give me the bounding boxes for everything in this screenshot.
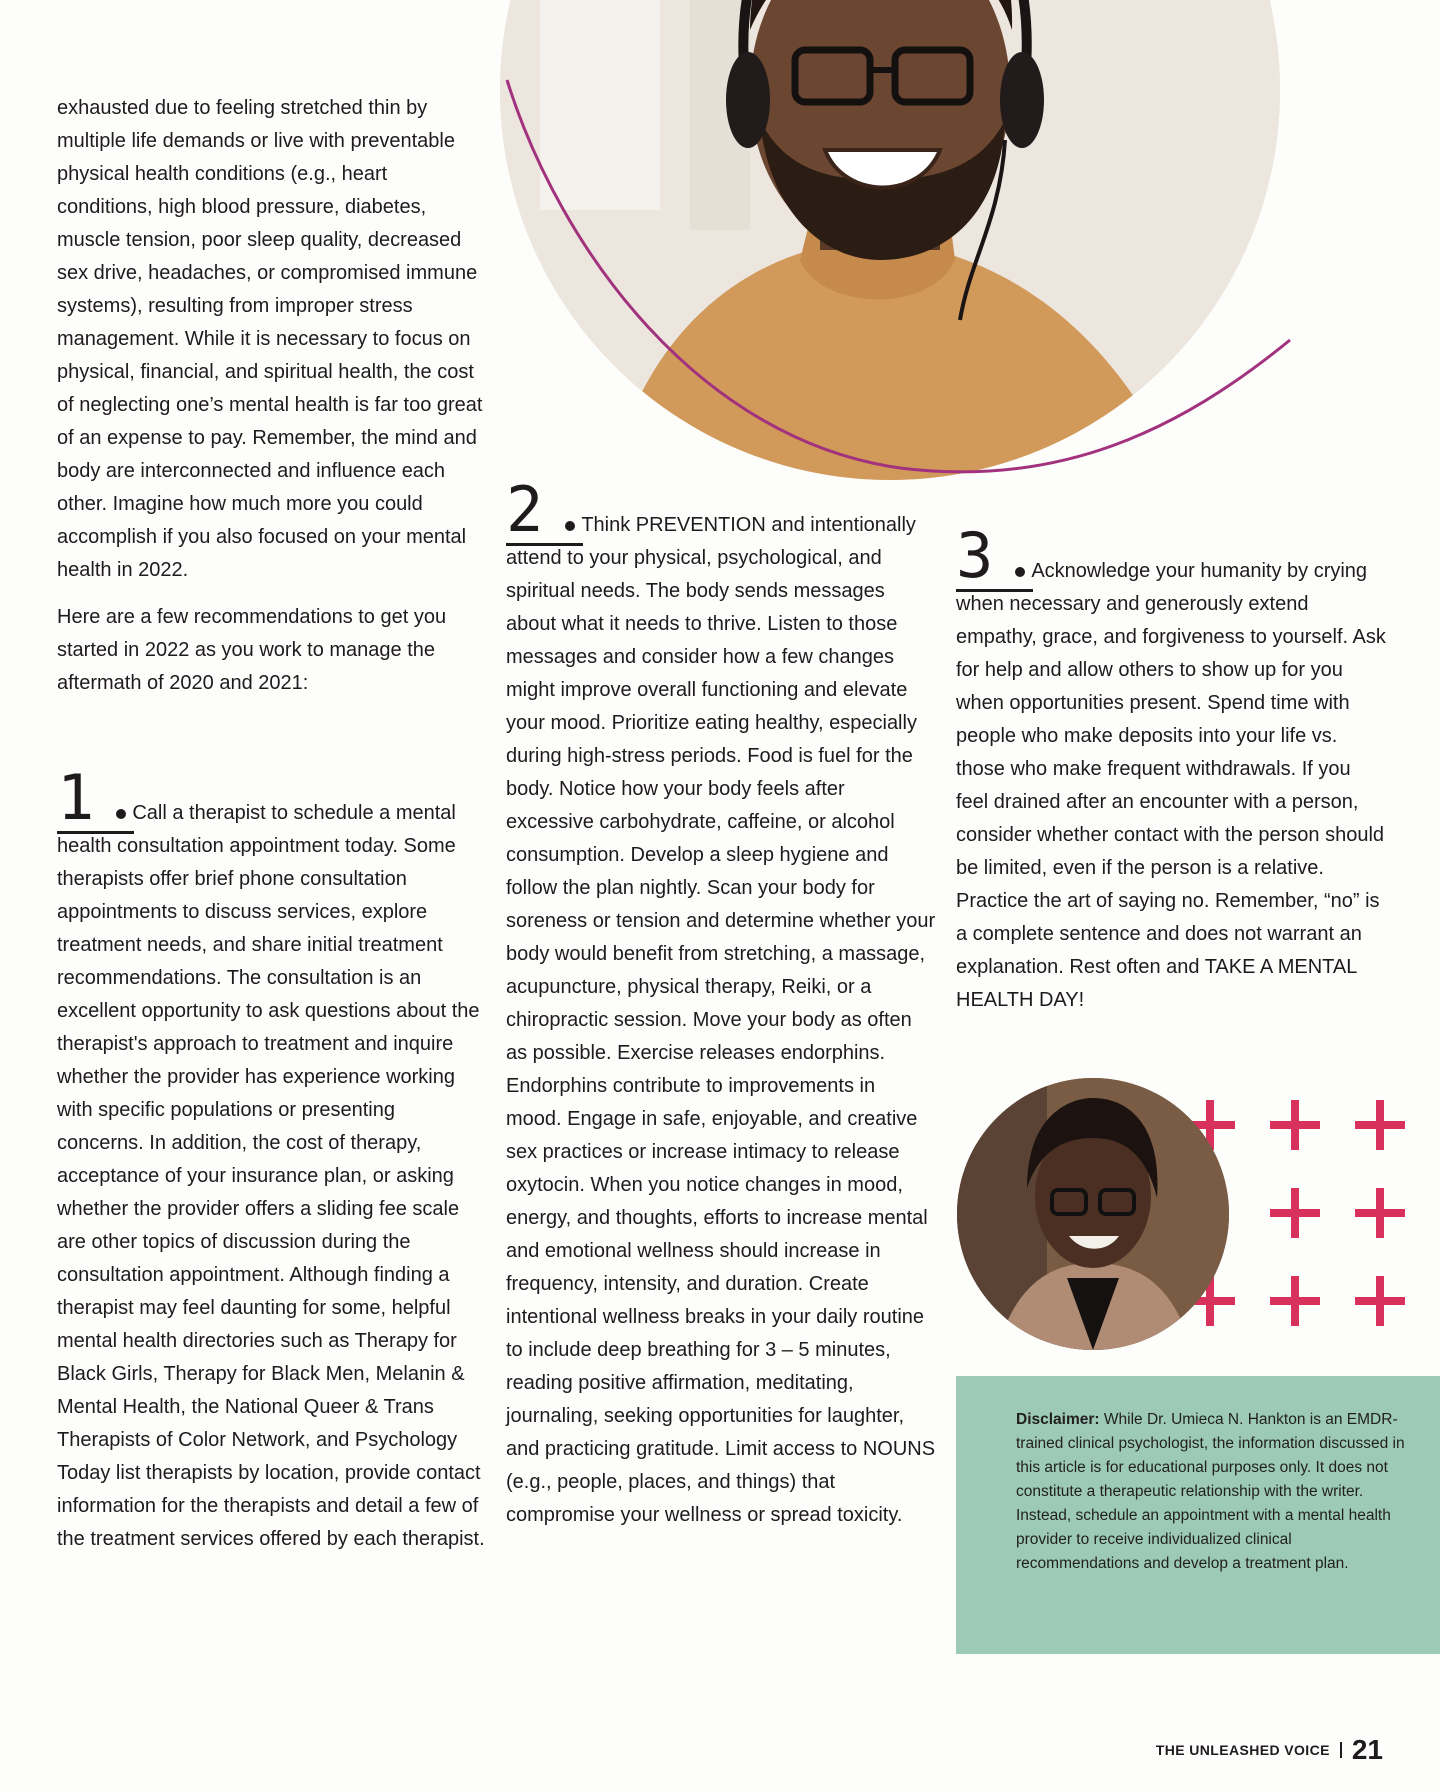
column-2 bbox=[506, 473, 936, 1532]
disclaimer-text: While Dr. Umieca N. Hankton is an EMDR-trained clinical psychologist, the information discussed in this article is for educational purposes only. It does not constitute a therapeutic relationship with the writer. Instead, schedule an appointment with a mental health provider to receive individualized clinical recommendations and develop a treatment plan. bbox=[1016, 1411, 1405, 1572]
recommendation-2-text: Think PREVENTION and intentionally attend to your physical, psychological, and spiritual needs. The body sends messages about what it needs to thrive. Listen to those messages and consider how a few changes might improve overall functioning and elevate your mood. Prioritize eating healthy, especially during high-stress periods. Food is fuel for the body. Notice how your body feels after excessive carbohydrate, caffeine, or alcohol consumption. Develop a sleep hygiene and follow the plan nightly. Scan your body for soreness or tension and determine whether your body would benefit from stretching, a massage, acupuncture, physical therapy, Reiki, or a chiropractic session. Move your body as often as possible. Exercise releases endorphins. Endorphins contribute to improvements in mood. Engage in safe, enjoyable, and creative sex practices or increase intimacy to release oxytocin. When you notice changes in mood, energy, and thoughts, efforts to increase mental and emotional wellness should increase in frequency, intensity, and duration. Create intentional wellness breaks in your daily routine to include deep breathing for 3 – 5 minutes, reading positive affirmation, meditating, journaling, seeking opportunities for laughter, and practicing gratitude. Limit access to NOUNS (e.g., people, places, and things) that compromise your wellness or spread toxicity. bbox=[506, 514, 936, 1526]
plus-icon bbox=[1270, 1188, 1320, 1238]
hero-photo-man-with-headset bbox=[500, 0, 1280, 480]
recommendation-1-text: Call a therapist to schedule a mental health consultation appointment today. Some therapists offer brief phone consultation appointments to discuss services, explore treatment needs, and share initial treatment recommendations. The consultation is an excellent opportunity to ask questions about the therapist's approach to treatment and inquire whether the provider has experience working with specific populations or presenting concerns. In addition, the cost of therapy, acceptance of your insurance plan, or asking whether the provider offers a sliding fee scale are other topics of discussion during the consultation appointment. Although finding a therapist may feel daunting for some, helpful mental health directories such as Therapy for Black Girls, Therapy for Black Men, Melanin & Mental Health, the National Queer & Trans Therapists of Color Network, and Psychology Today list therapists by location, provide contact information for the therapists and detail a few of the treatment services offered by each therapist. bbox=[57, 802, 485, 1550]
page-number: 21 bbox=[1351, 1734, 1383, 1765]
plus-icon bbox=[1355, 1188, 1405, 1238]
recommendation-1-number: 1 bbox=[57, 770, 126, 828]
hero-illustration bbox=[500, 0, 1280, 480]
plus-icon bbox=[1355, 1100, 1405, 1150]
column-3 bbox=[956, 519, 1386, 1017]
intro-paragraph-1: exhausted due to feeling stretched thin by multiple life demands or live with preventable physical health conditions (e.g., heart conditions, high blood pressure, diabetes, muscle tension, poor sleep quality, decreased sex drive, headaches, or compromised immune systems), resulting from improper stress management. While it is necessary to focus on physical, financial, and spiritual health, the cost of neglecting one’s mental health is far too great of an expense to pay. Remember, the mind and body are interconnected and influence each other. Imagine how much more you could accomplish if you also focused on your mental health in 2022. bbox=[57, 97, 483, 581]
recommendation-3-number: 3 bbox=[956, 528, 1025, 586]
author-portrait bbox=[957, 1078, 1229, 1350]
author-portrait-illustration bbox=[957, 1078, 1229, 1350]
plus-icon bbox=[1355, 1276, 1405, 1326]
recommendation-3-text: Acknowledge your humanity by crying when necessary and generously extend empathy, grace, and forgiveness to yourself. Ask for help and allow others to show up for you when opportunities present. Spend time with people who make deposits into your life vs. those who make frequent withdrawals. If you feel drained after an encounter with a person, consider whether contact with the person should be limited, even if the person is a relative. Practice the art of saying no. Remember, “no” is a complete sentence and does not warrant an explanation. Rest often and TAKE A MENTAL HEALTH DAY! bbox=[956, 560, 1386, 1011]
hero-photo bbox=[500, 0, 1280, 480]
page-footer bbox=[1156, 1734, 1383, 1766]
column-1 bbox=[57, 92, 487, 1556]
footer-divider bbox=[1340, 1742, 1342, 1758]
plus-icon bbox=[1270, 1276, 1320, 1326]
recommendation-1 bbox=[57, 761, 487, 1556]
disclaimer-box bbox=[956, 1376, 1440, 1654]
recommendation-2-number: 2 bbox=[506, 482, 575, 540]
disclaimer-label: Disclaimer: bbox=[1016, 1411, 1100, 1428]
plus-icon bbox=[1270, 1100, 1320, 1150]
recommendation-2 bbox=[506, 473, 936, 1532]
publication-name: THE UNLEASHED VOICE bbox=[1155, 1742, 1330, 1758]
intro-paragraph-2: Here are a few recommendations to get you started in 2022 as you work to manage the aftermath of 2020 and 2021: bbox=[57, 606, 447, 694]
recommendation-3 bbox=[956, 519, 1386, 1017]
